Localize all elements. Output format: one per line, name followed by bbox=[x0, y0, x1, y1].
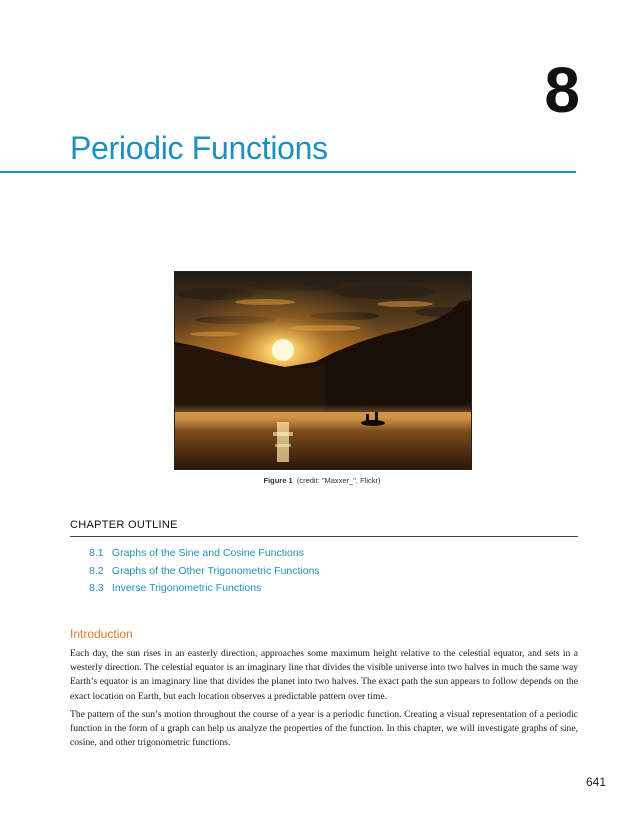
chapter-number: 8 bbox=[544, 54, 580, 126]
outline-item-title: Graphs of the Other Trigonometric Functions bbox=[111, 564, 320, 577]
figure-caption bbox=[174, 476, 470, 485]
figure-label: Figure 1 bbox=[263, 476, 293, 485]
outline-divider bbox=[70, 536, 578, 537]
figure-credit: (credit: "Maxxer_", Flickr) bbox=[296, 476, 381, 485]
outline-item-number: 8.2 bbox=[89, 564, 104, 577]
page-number: 641 bbox=[585, 775, 606, 789]
chapter-outline-heading: CHAPTER OUTLINE bbox=[70, 519, 178, 531]
outline-item-8-2[interactable] bbox=[89, 563, 320, 581]
sunset-lake-photo bbox=[174, 271, 472, 470]
chapter-outline-list bbox=[89, 545, 320, 598]
intro-paragraph-2: The pattern of the sun’s motion throughout the course of a year is a periodic function. Creating a visual representation of a periodic function in the form of a graph can help us analyze the properties of the function. In this chapter, we will investigate graphs of sine, cosine, and other trigonometric functions. bbox=[70, 708, 578, 749]
outline-item-8-1[interactable] bbox=[89, 545, 320, 563]
introduction-heading: Introduction bbox=[70, 627, 133, 641]
outline-item-title: Graphs of the Sine and Cosine Functions bbox=[111, 547, 304, 559]
outline-item-title: Inverse Trigonometric Functions bbox=[111, 582, 262, 594]
outline-item-number: 8.3 bbox=[89, 582, 104, 594]
introduction-body bbox=[70, 647, 578, 754]
outline-item-8-3[interactable] bbox=[89, 580, 320, 598]
outline-item-number: 8.1 bbox=[89, 547, 104, 559]
chapter-title: Periodic Functions bbox=[70, 130, 328, 166]
intro-paragraph-1: Each day, the sun rises in an easterly direction, approaches some maximum height relative to the celestial equator, and sets in a westerly direction. The celestial equator is an imaginary line that divides the visible universe into two halves in much the same way Earth’s equator is an imaginary line that divides the planet into two halves. The exact path the sun appears to follow depends on the exact location on Earth, but each location observes a predictable pattern over time. bbox=[70, 648, 578, 702]
title-divider bbox=[0, 171, 576, 173]
